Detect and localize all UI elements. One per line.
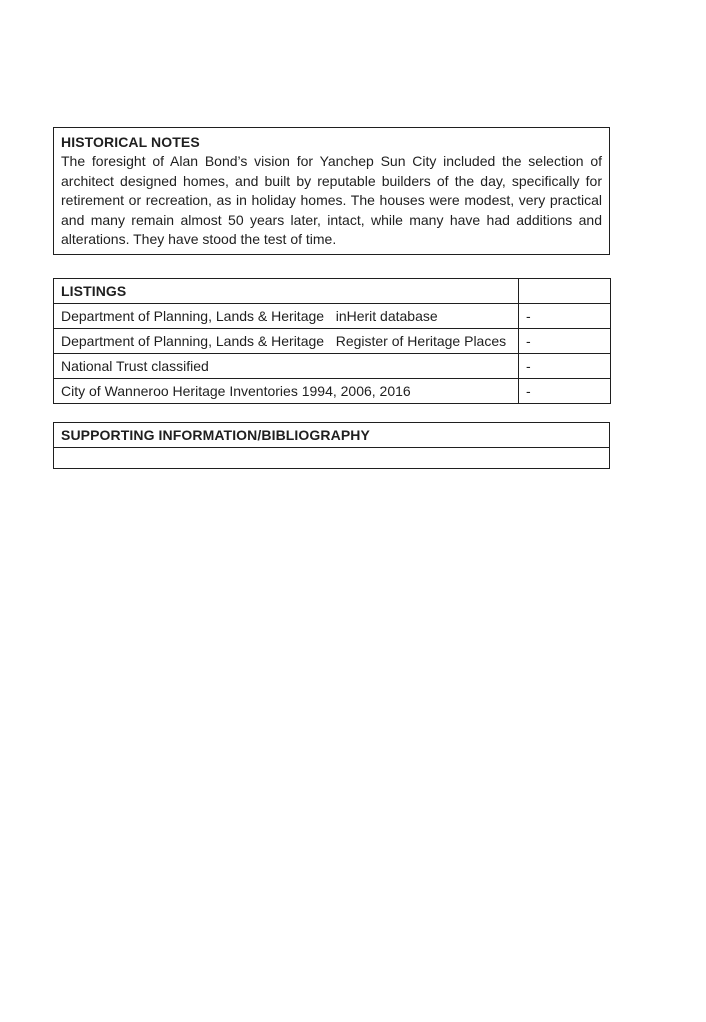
listing-value: -: [519, 329, 611, 354]
listing-label: Department of Planning, Lands & Heritage Register of Heritage Places: [54, 329, 519, 354]
supporting-header-row: [54, 423, 610, 448]
table-row: [54, 304, 611, 329]
listing-value: -: [519, 379, 611, 404]
table-row: [54, 379, 611, 404]
listing-value: -: [519, 354, 611, 379]
listings-header-value-cell: [519, 279, 611, 304]
listing-label: National Trust classified: [54, 354, 519, 379]
supporting-body-cell: [54, 448, 610, 469]
supporting-section: [53, 422, 610, 469]
listing-value: -: [519, 304, 611, 329]
listing-label: City of Wanneroo Heritage Inventories 1994, 2006, 2016: [54, 379, 519, 404]
historical-notes-body: The foresight of Alan Bond’s vision for Yanchep Sun City included the selection of architect designed homes, and built by reputable builders of the day, specifically for retirement or recreation, as in holiday homes. The houses were modest, very practical and many remain almost 50 years later, intact, while many have had additions and alterations. They have stood the test of time.: [61, 153, 602, 247]
listings-title: LISTINGS: [54, 279, 519, 304]
listing-label: Department of Planning, Lands & Heritage inHerit database: [54, 304, 519, 329]
supporting-title: SUPPORTING INFORMATION/BIBLIOGRAPHY: [54, 423, 610, 448]
table-row: [54, 354, 611, 379]
table-row: [54, 329, 611, 354]
historical-notes-section: [53, 127, 610, 255]
supporting-empty-row: [54, 448, 610, 469]
listings-table: [53, 278, 611, 404]
historical-notes-title: HISTORICAL NOTES: [61, 134, 200, 150]
listings-header-row: [54, 279, 611, 304]
